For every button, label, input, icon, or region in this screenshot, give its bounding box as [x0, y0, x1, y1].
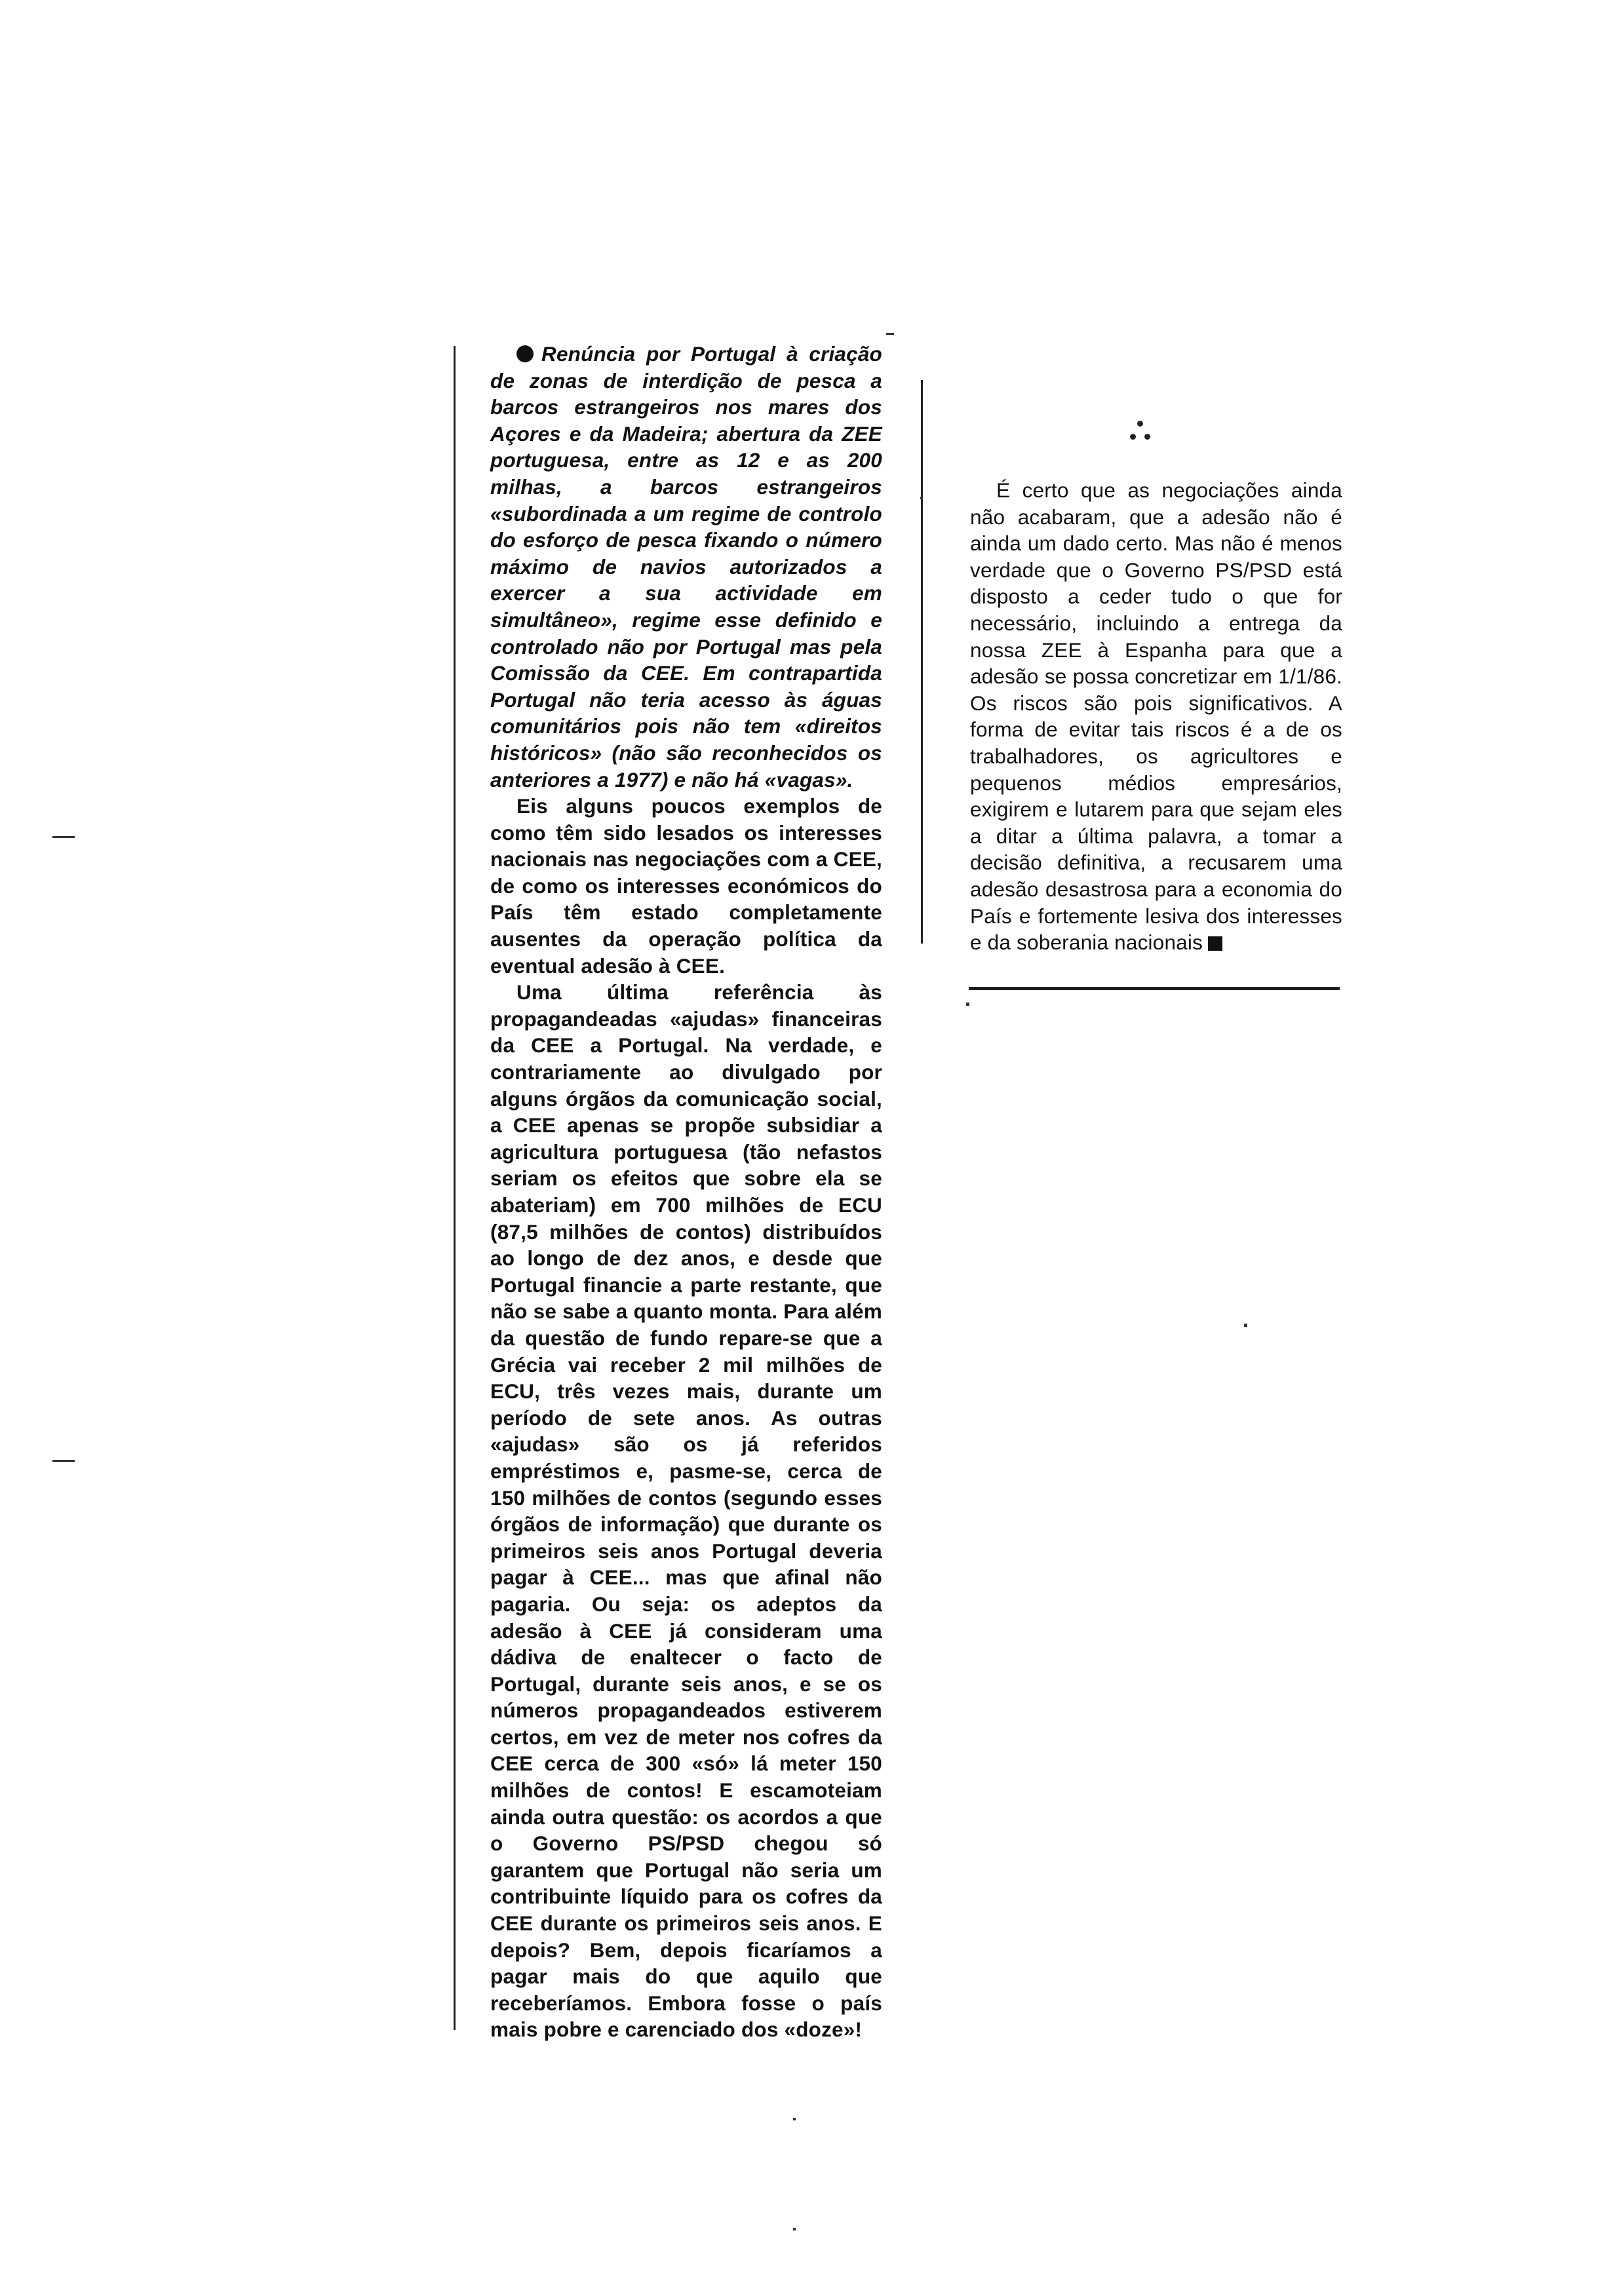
right-column: [970, 477, 1342, 956]
bullet-icon: [516, 345, 534, 362]
intro-text: por Portugal à criação de zonas de interdição de pesca a barcos estrangeiros nos mares dos Açores e da Madeira; abertura da ZEE portuguesa, entre as 12 e as 200 milhas, a barcos estrangeiros «subordinada a um regime de controlo do esforço de pesca fixando o número máximo de navios autorizados a exercer a sua actividade em simultâneo», regime esse definido e controlado não por Portugal mas pela Comissão da CEE. Em contrapartida Portugal não teria acesso às águas comunitários pois não tem «direitos históricos» (não são reconhecidos os anteriores a 1977) e não há «vagas».: [490, 342, 883, 792]
speck: [886, 333, 894, 335]
margin-mark: [52, 1460, 75, 1462]
section-break-asterism-icon: [1129, 419, 1152, 446]
speck: [920, 497, 923, 499]
paragraph-2: Eis alguns poucos exemplos de como têm sido lesados os interesses nacionais nas negociações com a CEE, de como os interesses económicos do País têm estado completamente ausentes da operação política da eventual adesão à CEE.: [490, 794, 882, 978]
intro-lead-word: Renúncia: [541, 342, 636, 366]
paragraph-3-part-b: e, pasme-se, cerca de 150 milhões de contos (segundo esses órgãos de informação) que durante os primeiros seis anos Portugal deveria pagar à CEE... mas que afinal não pagaria. Ou seja: os adeptos da adesão à CEE já consideram uma dádiva de enaltecer o facto de Portugal, durante seis anos, e se os números propagandeados estiverem certos, em vez de meter nos cofres da CEE cerca de 300 «só» lá meter 150 milhões de contos! E escamoteiam ainda outra questão: os acordos a que o Governo PS/PSD chegou só garantem que Portugal não seria um contribuinte líquido para os cofres da CEE durante os primeiros seis anos. E depois? Bem, depois ficaríamos a pagar mais do que aquilo que receberíamos. Embora fosse o país mais pobre e carenciado dos «doze»!: [490, 1459, 883, 2042]
speck: [793, 2118, 796, 2120]
closing-rule: [969, 987, 1340, 990]
left-column: [490, 341, 882, 2043]
column-rule-right: [921, 380, 923, 944]
paragraph-3-part-a: Uma última referência às propagandeadas «ajudas» financeiras da CEE a Portugal. Na verdade, e contrariamente ao divulgado por alguns órgãos da comunicação social, a CEE apenas se propõe subsidiar a agricultura portuguesa (tão nefastos seriam os efeitos que sobre ela se abateriam) em 700 milhões de ECU (87,5 milhões de contos) distribuídos ao longo de dez anos, e desde que Portugal financie a parte restante, que não se sabe a quanto monta. Para além da questão de fundo repare-se que a Grécia vai receber 2 mil milhões de ECU, três vezes mais, durante um período de sete anos. As outras «ajudas» são os já referidos: [490, 980, 882, 1457]
paragraph-3: [490, 979, 882, 2043]
column-rule-left: [454, 346, 456, 2030]
speck: [793, 2228, 796, 2230]
speck: [1244, 1324, 1247, 1327]
closing-text: É certo que as negociações ainda não acabaram, que a adesão não é ainda um dado certo. Mas não é menos verdade que o Governo PS/PSD está disposto a ceder tudo o que for necessário, incluindo a entrega da nossa ZEE à Espanha para que a adesão se possa concretizar em 1/1/86. Os riscos são pois significativos. A forma de evitar tais riscos é a de os trabalhadores, os agricultores e pequenos médios empresários, exigirem e lutarem para que sejam eles a ditar a última palavra, a tomar a decisão definitiva, a recusarem uma adesão desastrosa para a economia do País e fortemente lesiva dos interesses e da soberania nacionais: [970, 478, 1342, 955]
speck: [966, 1003, 969, 1006]
margin-mark: [52, 836, 75, 838]
closing-paragraph: [970, 477, 1342, 956]
paragraph-3-emphasis: empréstimos: [490, 1459, 621, 1483]
intro-paragraph: [490, 341, 882, 793]
end-of-article-icon: [1208, 936, 1222, 951]
